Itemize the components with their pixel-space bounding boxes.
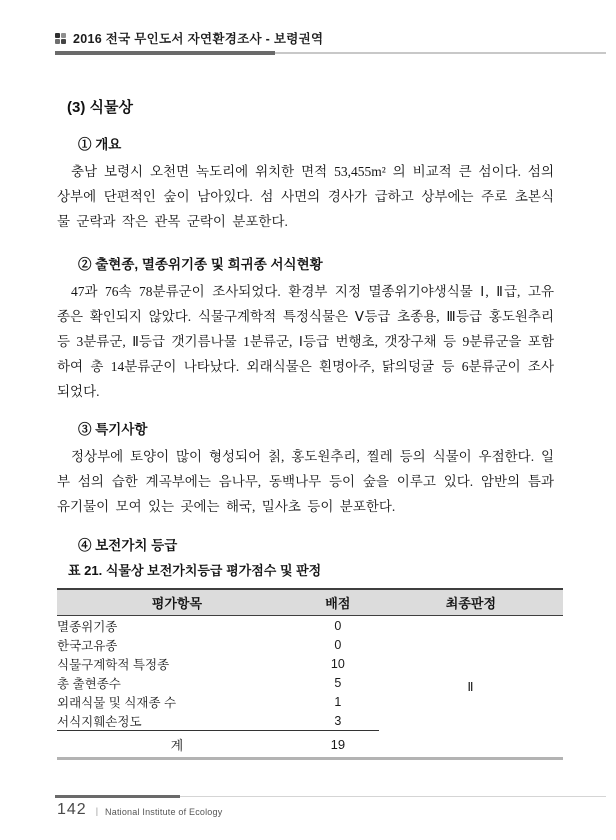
- subsection-heading-notes: ③ 특기사항: [78, 422, 148, 437]
- column-header-final-grade: 최종판정: [379, 589, 563, 616]
- paragraph-species: 47과 76속 78분류군이 조사되었다. 환경부 지정 멸종위기야생식물 Ⅰ, Ⅱ급, 고유종은 확인되지 않았다. 식물구계학적 특정식물은 Ⅴ등급 초종용, Ⅲ등급 홍도원추리 등 3분류군, Ⅱ등급 갯기름나물 1분류군, Ⅰ등급 번행초, 갯장구채 등 9분류군을 포함하여 총 14분류군이 나타났다. 외래식물은 흰명아주, 닭의덩굴 등 6분류군이 조사되었다.: [57, 284, 554, 399]
- table-row: [57, 616, 563, 636]
- column-header-score: 배점: [297, 589, 379, 616]
- footer-organization: National Institute of Ecology: [105, 806, 223, 817]
- conservation-grade-table: [57, 588, 563, 760]
- row-item-score: 0: [334, 618, 342, 633]
- header-rule-dark-segment: [55, 51, 275, 55]
- footer-rule: [55, 795, 606, 798]
- footer-separator: |: [95, 806, 99, 816]
- header-dots-icon: [55, 33, 66, 44]
- row-item-score: 10: [330, 656, 345, 671]
- row-item-score: 1: [334, 694, 342, 709]
- table-header-row: [57, 589, 563, 616]
- page-header: [55, 29, 606, 55]
- section-title: (3) 식물상: [67, 99, 133, 116]
- footer-rule-light-segment: [180, 796, 606, 797]
- row-item-label: 한국고유종: [57, 638, 118, 653]
- row-item-label: 서식지훼손정도: [57, 711, 297, 731]
- column-header-item: 평가항목: [57, 589, 297, 616]
- header-rule: [55, 51, 606, 55]
- table-caption: 표 21. 식물상 보전가치등급 평가점수 및 판정: [68, 563, 322, 578]
- page-number: 142: [57, 801, 87, 818]
- footer-rule-dark-segment: [55, 795, 180, 798]
- paragraph-overview: 충남 보령시 오천면 녹도리에 위치한 면적 53,455m² 의 비교적 큰 섬이다. 섬의 상부에 단편적인 숲이 남아있다. 섬 사면의 경사가 급하고 상부에는 주로 초본식물 군락과 작은 관목 군락이 분포한다.: [57, 164, 554, 229]
- row-item-label: 멸종위기종: [57, 619, 118, 634]
- row-item-score: 0: [334, 637, 342, 652]
- row-item-label: 식물구계학적 특정종: [57, 657, 170, 672]
- final-grade-value: Ⅱ: [467, 680, 475, 694]
- row-item-score: 3: [297, 711, 379, 731]
- total-score: 19: [330, 736, 346, 752]
- total-label: 계: [170, 737, 184, 753]
- row-item-label: 외래식물 및 식재종 수: [57, 695, 177, 710]
- header-title: 2016 전국 무인도서 자연환경조사 - 보령권역: [73, 32, 324, 46]
- header-rule-light-segment: [275, 52, 606, 54]
- subsection-heading-overview: ① 개요: [78, 137, 122, 152]
- paragraph-notes: 정상부에 토양이 많이 형성되어 칡, 홍도원추리, 찔레 등의 식물이 우점한다. 일부 섬의 습한 계곡부에는 음나무, 동백나무 등이 숲을 이루고 있다. 암반의 틈과 유기물이 모여 있는 곳에는 해국, 밀사초 등이 분포한다.: [57, 449, 554, 514]
- row-item-score: 5: [334, 675, 342, 690]
- page-footer: [57, 801, 222, 819]
- subsection-heading-conservation-grade: ④ 보전가치 등급: [78, 538, 178, 553]
- subsection-heading-species: ② 출현종, 멸종위기종 및 희귀종 서식현황: [78, 257, 323, 272]
- row-item-label: 총 출현종수: [57, 676, 121, 691]
- header-row: [55, 29, 606, 47]
